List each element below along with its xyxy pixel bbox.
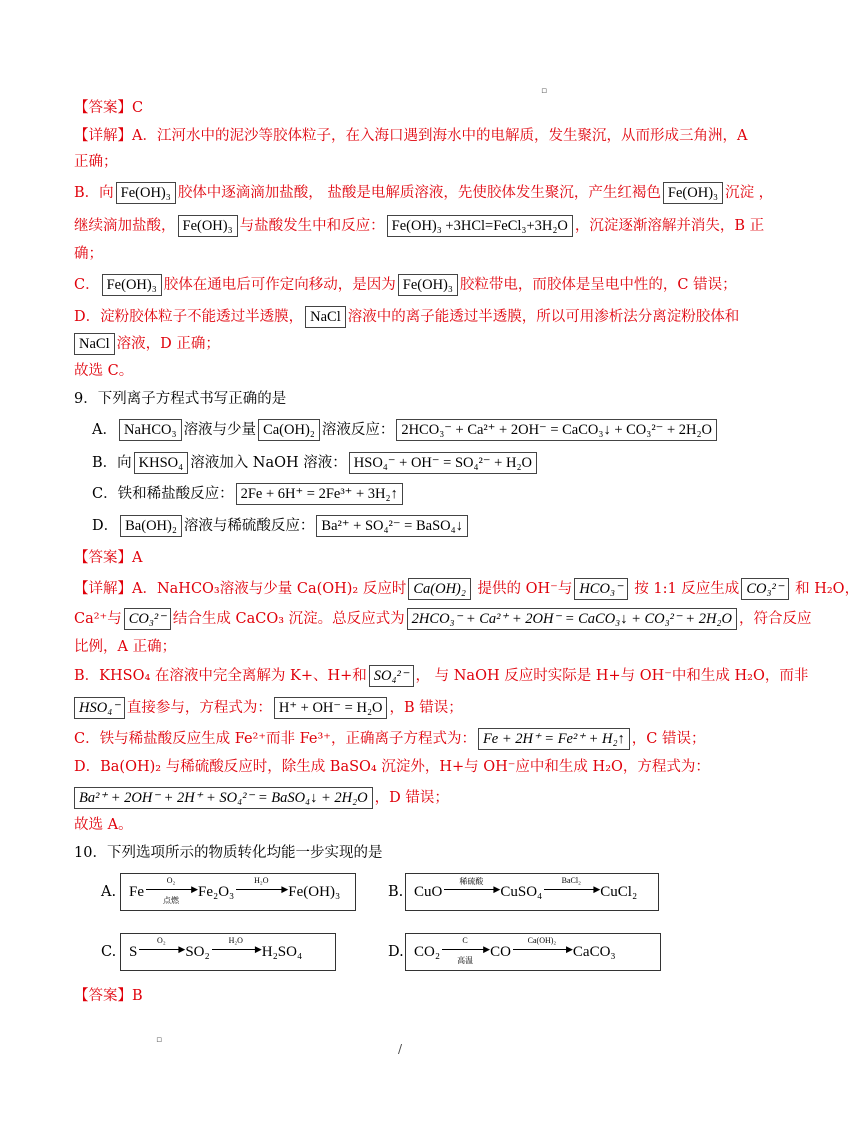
formula-box: Fe(OH)₃ (663, 182, 723, 204)
reaction-arrow: H₂O ▶ (236, 882, 286, 902)
formula-box: NaCl (74, 333, 115, 355)
formula-box: Fe(OH)₃ (178, 215, 238, 237)
reaction-arrow: 稀硫酸 ▶ (444, 882, 498, 902)
q9-option-b: B．向 KHSO₄ 溶液加入 NaOH 溶液： HSO₄⁻ + OH⁻ = SO₄²⁻ + H₂O (92, 452, 539, 474)
q9-option-d: D． Ba(OH)₂ 溶液与稀硫酸反应： Ba²⁺ + SO₄²⁻ = BaSO₄↓ (92, 515, 470, 537)
q8-detail-line3: B．向 Fe(OH)₃ 胶体中逐滴滴加盐酸， 盐酸是电解质溶液，先使胶体发生聚沉，产生红褐色 Fe(OH)₃ 沉淀 ， (74, 182, 773, 204)
q9-detail-line6: C．铁与稀盐酸反应生成 Fe²⁺而非 Fe³⁺，正确离子方程式为： Fe + 2H⁺ = Fe²⁺ + H₂↑ ，C 错误； (74, 728, 706, 750)
q10-option-d-label: D. (388, 944, 404, 960)
q10-option-b-label: B. (388, 884, 404, 900)
q9-detail-line9: 故选 A。 (74, 817, 133, 833)
equation-box: Ba²⁺ + 2OH⁻ + 2H⁺ + SO₄²⁻ = BaSO₄↓ + 2H₂O (74, 787, 373, 809)
reaction-arrow: BaCl₂ ▶ (544, 882, 598, 902)
equation-box: Fe(OH)₃ +3HCl=FeCl₃+3H₂O (387, 215, 573, 237)
q10-stem: 10．下列选项所示的物质转化均能一步实现的是 (74, 845, 383, 861)
q9-detail-line7: D．Ba(OH)₂ 与稀硫酸反应时，除生成 BaSO₄ 沉淀外，H+与 OH⁻应中和生成 H₂O，方程式为： (74, 759, 710, 775)
formula-box: KHSO₄ (134, 452, 189, 474)
formula-box: CO₃²⁻ (741, 578, 788, 600)
formula-box: CO₃²⁻ (124, 608, 171, 630)
equation-box: 2HCO₃⁻ + Ca²⁺ + 2OH⁻ = CaCO₃↓ + CO₃²⁻ + 2H₂O (407, 608, 737, 630)
q9-detail-line8: Ba²⁺ + 2OH⁻ + 2H⁺ + SO₄²⁻ = BaSO₄↓ + 2H₂O ，D 错误； (74, 787, 449, 809)
q9-answer: 【答案】A (74, 550, 143, 566)
q8-detail-line7: D．淀粉胶体粒子不能透过半透膜， NaCl 溶液中的离子能透过半透膜，所以可用渗析法分离淀粉胶体和 (74, 306, 739, 328)
q8-detail-line8: NaCl 溶液，D 正确； (74, 333, 220, 355)
formula-box: Fe(OH)₃ (398, 274, 458, 296)
q8-detail-line2: 正确； (74, 154, 118, 170)
q10-answer: 【答案】B (74, 988, 143, 1004)
formula-box: Fe(OH)₃ (102, 274, 162, 296)
page-mark-top: ▫ (541, 86, 548, 96)
q8-detail-line6: C． Fe(OH)₃ 胶体在通电后可作定向移动，是因为 Fe(OH)₃ 胶粒带电，而胶体是呈电中性的，C 错误； (74, 274, 737, 296)
page-mark-bottom: ▫ (156, 1035, 163, 1045)
q10-option-c-label: C. (101, 944, 117, 960)
q8-detail-line1: 【详解】A．江河水中的泥沙等胶体粒子，在入海口遇到海水中的电解质，发生聚沉，从而形成三角洲，A (74, 128, 748, 144)
q8-answer: 【答案】C (74, 100, 144, 116)
reaction-arrow: C ▶ 高温 (442, 942, 488, 962)
q8-detail-line9: 故选 C。 (74, 363, 134, 379)
q9-stem: 9．下列离子方程式书写正确的是 (74, 391, 287, 407)
formula-box: Ca(OH)₂ (408, 578, 471, 600)
q8-detail-line5: 确； (74, 246, 103, 262)
equation-box: HSO₄⁻ + OH⁻ = SO₄²⁻ + H₂O (349, 452, 537, 474)
reaction-arrow: O₂ ▶ (139, 942, 183, 962)
q9-detail-line4: B．KHSO₄ 在溶液中完全离解为 K+、H+和 SO₄²⁻ ， 与 NaOH 反应时实际是 H+与 OH⁻中和生成 H₂O，而非 (74, 665, 808, 687)
q9-option-c: C．铁和稀盐酸反应： 2Fe + 6H⁺ = 2Fe³⁺ + 3H₂↑ (92, 483, 405, 505)
formula-box: HCO₃⁻ (574, 578, 627, 600)
q10-option-a: Fe O₂ ▶ 点燃 Fe₂O₃ H₂O ▶ Fe(OH)₃ (120, 873, 356, 911)
equation-box: Fe + 2H⁺ = Fe²⁺ + H₂↑ (478, 728, 630, 750)
formula-box: Fe(OH)₃ (116, 182, 176, 204)
formula-box: NaHCO₃ (119, 419, 182, 441)
reaction-arrow: H₂O ▶ (212, 942, 260, 962)
q9-option-a: A． NaHCO₃ 溶液与少量 Ca(OH)₂ 溶液反应： 2HCO₃⁻ + Ca²⁺ + 2OH⁻ = CaCO₃↓ + CO₃²⁻ + 2H₂O (92, 419, 719, 441)
q10-option-b: CuO 稀硫酸 ▶ CuSO₄ BaCl₂ ▶ CuCl₂ (405, 873, 659, 911)
equation-box: 2HCO₃⁻ + Ca²⁺ + 2OH⁻ = CaCO₃↓ + CO₃²⁻ + 2H₂O (396, 419, 717, 441)
q10-option-c: S O₂ ▶ SO₂ H₂O ▶ H₂SO₄ (120, 933, 336, 971)
q8-detail-line4: 继续滴加盐酸， Fe(OH)₃ 与盐酸发生中和反应： Fe(OH)₃ +3HCl=FeCl₃+3H₂O ，沉淀逐渐溶解并消失，B 正 (74, 215, 764, 237)
q9-detail-line1: 【详解】A．NaHCO₃溶液与少量 Ca(OH)₂ 反应时 Ca(OH)₂ 提供的 OH⁻与 HCO₃⁻ 按 1:1 反应生成 CO₃²⁻ 和 H₂O， (74, 578, 859, 600)
reaction-arrow: Ca(OH)₂ ▶ (513, 942, 571, 962)
formula-box: Ca(OH)₂ (258, 419, 320, 441)
equation-box: 2Fe + 6H⁺ = 2Fe³⁺ + 3H₂↑ (236, 483, 403, 505)
page-footer: / (398, 1042, 403, 1056)
q9-detail-line5: HSO₄⁻ 直接参与，方程式为： H⁺ + OH⁻ = H₂O ，B 错误； (74, 697, 463, 719)
formula-box: HSO₄⁻ (74, 697, 125, 719)
equation-box: Ba²⁺ + SO₄²⁻ = BaSO₄↓ (316, 515, 468, 537)
q9-detail-line2: Ca²⁺与 CO₃²⁻ 结合生成 CaCO₃ 沉淀。总反应式为 2HCO₃⁻ + Ca²⁺ + 2OH⁻ = CaCO₃↓ + CO₃²⁻ + 2H₂O ，符合反应 (74, 608, 811, 630)
formula-box: NaCl (305, 306, 346, 328)
formula-box: SO₄²⁻ (369, 665, 414, 687)
equation-box: H⁺ + OH⁻ = H₂O (274, 697, 388, 719)
formula-box: Ba(OH)₂ (120, 515, 182, 537)
reaction-arrow: O₂ ▶ 点燃 (146, 882, 196, 902)
q9-detail-line3: 比例，A 正确； (74, 639, 177, 655)
q10-option-d: CO₂ C ▶ 高温 CO Ca(OH)₂ ▶ CaCO₃ (405, 933, 661, 971)
q10-option-a-label: A. (101, 884, 117, 900)
